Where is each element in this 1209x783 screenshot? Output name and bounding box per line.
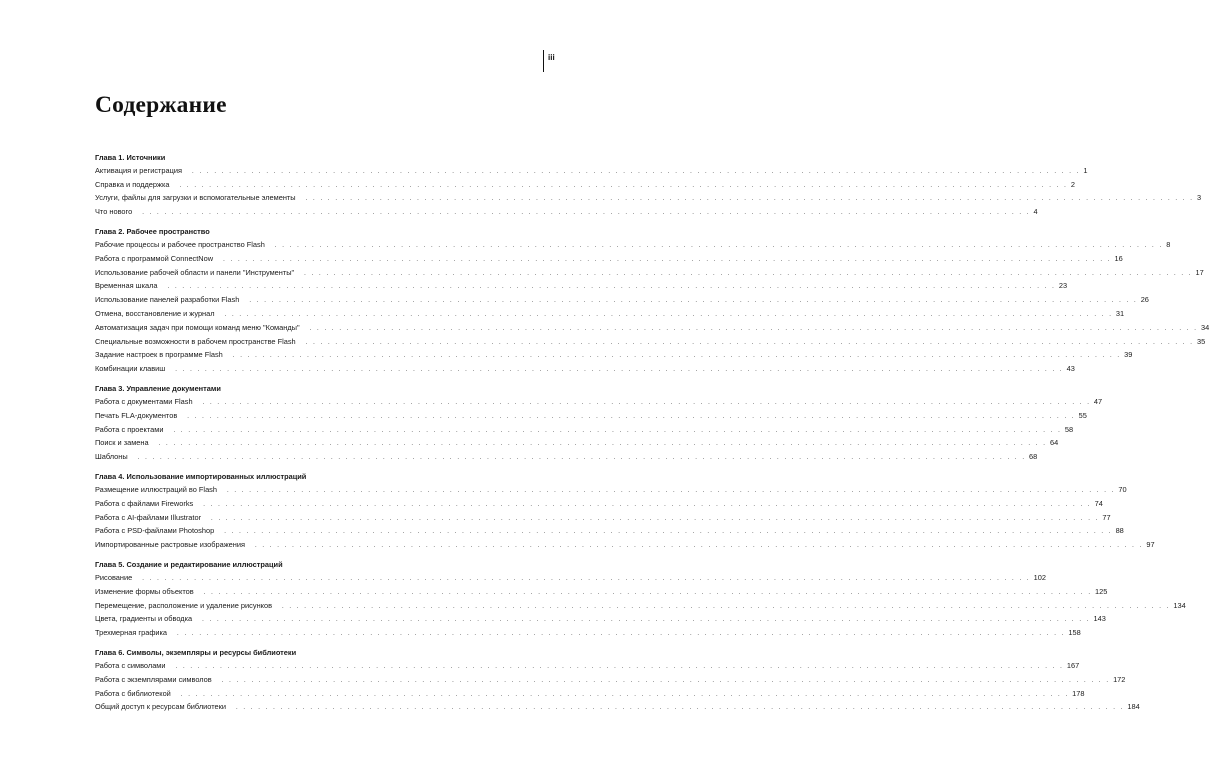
toc-entry[interactable] <box>95 267 1204 279</box>
toc-entry-page[interactable]: 125 <box>1095 586 1108 596</box>
toc-entry-page[interactable]: 35 <box>1197 336 1206 346</box>
toc-entry-label[interactable]: Работа с файлами Fireworks <box>95 498 194 508</box>
dot-leader: . . . . . . . . . . . . . . . . . . . . . . . . . . . . . . . . . . . . . . . . . . . . . . . . . . . . . . . . . . . . . . . . . . . . . . . . . . . . . . . . . . . . . . . . . . . . . . . . . . . . . . . . . . . . . . . . . . . . . . . . <box>224 311 1113 318</box>
dot-leader: . . . . . . . . . . . . . . . . . . . . . . . . . . . . . . . . . . . . . . . . . . . . . . . . . . . . . . . . . . . . . . . . . . . . . . . . . . . . . . . . . . . . . . . . . . . . . . . . . . . . . . . . . . . . . . . . . . . . . . . . <box>137 455 1027 462</box>
dot-leader: . . . . . . . . . . . . . . . . . . . . . . . . . . . . . . . . . . . . . . . . . . . . . . . . . . . . . . . . . . . . . . . . . . . . . . . . . . . . . . . . . . . . . . . . . . . . . . . . . . . . . . . . . . . . . . . . . . . . . . . . <box>232 353 1122 360</box>
dot-leader: . . . . . . . . . . . . . . . . . . . . . . . . . . . . . . . . . . . . . . . . . . . . . . . . . . . . . . . . . . . . . . . . . . . . . . . . . . . . . . . . . . . . . . . . . . . . . . . . . . . . . . . . . . . . . . . . . . . . . . . . <box>305 196 1194 203</box>
toc-entry-page[interactable]: 102 <box>1033 572 1046 582</box>
toc-entry-page[interactable]: 184 <box>1127 702 1140 712</box>
toc-entry-label[interactable]: Работа с символами <box>95 660 166 670</box>
chapter-section <box>95 471 1155 551</box>
toc-entry-page[interactable]: 178 <box>1072 688 1085 698</box>
toc-entry[interactable] <box>95 586 1108 598</box>
toc-entry[interactable] <box>95 280 1068 292</box>
table-of-contents <box>95 152 1209 721</box>
toc-entry-page[interactable]: 1 <box>1083 165 1088 175</box>
toc-entry-page[interactable]: 43 <box>1066 364 1075 374</box>
toc-entry[interactable] <box>95 688 1085 700</box>
chapter-title: Глава 1. Источники <box>95 153 166 162</box>
dot-leader: . . . . . . . . . . . . . . . . . . . . . . . . . . . . . . . . . . . . . . . . . . . . . . . . . . . . . . . . . . . . . . . . . . . . . . . . . . . . . . . . . . . . . . . . . . . . . . . . . . . . . . . . . . . . . . . . . . . . . . . . <box>202 617 1091 624</box>
dot-leader: . . . . . . . . . . . . . . . . . . . . . . . . . . . . . . . . . . . . . . . . . . . . . . . . . . . . . . . . . . . . . . . . . . . . . . . . . . . . . . . . . . . . . . . . . . . . . . . . . . . . . . . . . . . . . . . . . . . . . . . . <box>179 182 1068 189</box>
toc-entry-page[interactable]: 39 <box>1124 350 1133 360</box>
toc-entry[interactable] <box>95 239 1171 251</box>
toc-entry[interactable] <box>95 627 1081 639</box>
dot-leader: . . . . . . . . . . . . . . . . . . . . . . . . . . . . . . . . . . . . . . . . . . . . . . . . . . . . . . . . . . . . . . . . . . . . . . . . . . . . . . . . . . . . . . . . . . . . . . . . . . . . . . . . . . . . . . . . . . . . . . . . <box>180 691 1070 698</box>
toc-entry[interactable] <box>95 451 1038 463</box>
toc-entry-label[interactable]: Импортированные растровые изображения <box>95 540 245 550</box>
toc-entry-label[interactable]: Работа с проектами <box>95 424 164 434</box>
toc-entry-page[interactable]: 47 <box>1093 396 1103 406</box>
page-title: Содержание <box>95 92 227 118</box>
toc-entry-page[interactable]: 64 <box>1049 438 1059 448</box>
toc-entry-label[interactable]: Рисование <box>95 572 133 582</box>
toc-entry-label[interactable]: Работа с программой ConnectNow <box>95 253 214 263</box>
dot-leader: . . . . . . . . . . . . . . . . . . . . . . . . . . . . . . . . . . . . . . . . . . . . . . . . . . . . . . . . . . . . . . . . . . . . . . . . . . . . . . . . . . . . . . . . . . . . . . . . . . . . . . . . . . . . . . . . . . . . . . . . <box>223 256 1112 263</box>
toc-entry[interactable] <box>95 437 1059 449</box>
toc-entry-page[interactable]: 143 <box>1093 614 1106 624</box>
dot-leader: . . . . . . . . . . . . . . . . . . . . . . . . . . . . . . . . . . . . . . . . . . . . . . . . . . . . . . . . . . . . . . . . . . . . . . . . . . . . . . . . . . . . . . . . . . . . . . . . . . . . . . . . . . . . . . . . . . . . . . . . <box>304 270 1193 277</box>
dot-leader: . . . . . . . . . . . . . . . . . . . . . . . . . . . . . . . . . . . . . . . . . . . . . . . . . . . . . . . . . . . . . . . . . . . . . . . . . . . . . . . . . . . . . . . . . . . . . . . . . . . . . . . . . . . . . . . . . . . . . . . . <box>192 168 1081 175</box>
chapter-section <box>95 152 1202 218</box>
dot-leader: . . . . . . . . . . . . . . . . . . . . . . . . . . . . . . . . . . . . . . . . . . . . . . . . . . . . . . . . . . . . . . . . . . . . . . . . . . . . . . . . . . . . . . . . . . . . . . . . . . . . . . . . . . . . . . . . . . . . . . . . <box>254 543 1144 550</box>
dot-leader: . . . . . . . . . . . . . . . . . . . . . . . . . . . . . . . . . . . . . . . . . . . . . . . . . . . . . . . . . . . . . . . . . . . . . . . . . . . . . . . . . . . . . . . . . . . . . . . . . . . . . . . . . . . . . . . . . . . . . . . . <box>175 367 1064 374</box>
dot-leader: . . . . . . . . . . . . . . . . . . . . . . . . . . . . . . . . . . . . . . . . . . . . . . . . . . . . . . . . . . . . . . . . . . . . . . . . . . . . . . . . . . . . . . . . . . . . . . . . . . . . . . . . . . . . . . . . . . . . . . . . <box>187 413 1076 420</box>
toc-entry-page[interactable]: 4 <box>1033 207 1038 217</box>
header-rule <box>543 50 544 72</box>
toc-entry-page[interactable]: 3 <box>1196 193 1202 203</box>
toc-entry-label[interactable]: Услуги, файлы для загрузки и вспомогательные элементы <box>95 193 296 203</box>
chapter-title: Глава 6. Символы, экземпляры и ресурсы библиотеки <box>95 648 297 658</box>
toc-entry-label[interactable]: Шаблоны <box>95 452 128 462</box>
chapter-title: Глава 2. Рабочее пространство <box>95 227 210 237</box>
chapter-section <box>95 226 1209 375</box>
dot-leader: . . . . . . . . . . . . . . . . . . . . . . . . . . . . . . . . . . . . . . . . . . . . . . . . . . . . . . . . . . . . . . . . . . . . . . . . . . . . . . . . . . . . . . . . . . . . . . . . . . . . . . . . . . . . . . . . . . . . . . . . <box>211 515 1100 522</box>
dot-leader: . . . . . . . . . . . . . . . . . . . . . . . . . . . . . . . . . . . . . . . . . . . . . . . . . . . . . . . . . . . . . . . . . . . . . . . . . . . . . . . . . . . . . . . . . . . . . . . . . . . . . . . . . . . . . . . . . . . . . . . . <box>177 631 1066 638</box>
toc-entry[interactable] <box>95 349 1133 361</box>
toc-entry-label[interactable]: Что нового <box>95 207 133 217</box>
dot-leader: . . . . . . . . . . . . . . . . . . . . . . . . . . . . . . . . . . . . . . . . . . . . . . . . . . . . . . . . . . . . . . . . . . . . . . . . . . . . . . . . . . . . . . . . . . . . . . . . . . . . . . . . . . . . . . . . . . . . . . . . <box>167 284 1056 291</box>
toc-entry-label[interactable]: Использование рабочей области и панели "Инструменты" <box>95 267 295 277</box>
dot-leader: . . . . . . . . . . . . . . . . . . . . . . . . . . . . . . . . . . . . . . . . . . . . . . . . . . . . . . . . . . . . . . . . . . . . . . . . . . . . . . . . . . . . . . . . . . . . . . . . . . . . . . . . . . . . . . . . . . . . . . . . <box>142 575 1031 582</box>
toc-entry-page[interactable]: 70 <box>1118 484 1127 494</box>
toc-entry-label[interactable]: Задание настроек в программе Flash <box>95 350 223 360</box>
dot-leader: . . . . . . . . . . . . . . . . . . . . . . . . . . . . . . . . . . . . . . . . . . . . . . . . . . . . . . . . . . . . . . . . . . . . . . . . . . . . . . . . . . . . . . . . . . . . . . . . . . . . . . . . . . . . . . . . . . . . . . . . <box>173 427 1062 434</box>
toc-entry[interactable] <box>95 396 1103 408</box>
toc-entry-page[interactable]: 97 <box>1146 540 1155 550</box>
toc-entry[interactable] <box>95 410 1087 422</box>
toc-entry-page[interactable]: 31 <box>1115 308 1125 318</box>
toc-entry-page[interactable]: 17 <box>1195 267 1204 277</box>
toc-entry-label[interactable]: Размещение иллюстраций во Flash <box>95 484 217 494</box>
dot-leader: . . . . . . . . . . . . . . . . . . . . . . . . . . . . . . . . . . . . . . . . . . . . . . . . . . . . . . . . . . . . . . . . . . . . . . . . . . . . . . . . . . . . . . . . . . . . . . . . . . . . . . . . . . . . . . . . . . . . . . . . <box>305 339 1195 346</box>
dot-leader: . . . . . . . . . . . . . . . . . . . . . . . . . . . . . . . . . . . . . . . . . . . . . . . . . . . . . . . . . . . . . . . . . . . . . . . . . . . . . . . . . . . . . . . . . . . . . . . . . . . . . . . . . . . . . . . . . . . . . . . . <box>227 487 1116 494</box>
toc-entry[interactable] <box>95 525 1124 537</box>
toc-entry-page[interactable]: 8 <box>1166 239 1171 249</box>
toc-entry[interactable] <box>95 363 1075 375</box>
toc-entry-page[interactable]: 34 <box>1200 322 1209 332</box>
toc-entry-page[interactable]: 172 <box>1113 674 1126 684</box>
toc-entry-label[interactable]: Общий доступ к ресурсам библиотеки <box>95 702 226 712</box>
toc-entry-label[interactable]: Трехмерная графика <box>95 628 168 638</box>
toc-entry-label[interactable]: Справка и поддержка <box>95 179 170 189</box>
toc-entry-label[interactable]: Отмена, восстановление и журнал <box>95 308 215 318</box>
toc-entry[interactable] <box>95 192 1202 204</box>
toc-entry-label[interactable]: Рабочие процессы и рабочее пространство Flash <box>95 239 265 249</box>
toc-entry-label[interactable]: Активация и регистрация <box>95 165 183 175</box>
toc-entry-label[interactable]: Работа с AI-файлами Illustrator <box>95 512 202 522</box>
toc-entry-label[interactable]: Цвета, градиенты и обводка <box>95 614 193 624</box>
toc-entry-page[interactable]: 74 <box>1094 498 1103 508</box>
toc-entry[interactable] <box>95 572 1046 584</box>
chapter-section <box>95 647 1140 713</box>
toc-entry[interactable] <box>95 512 1111 524</box>
dot-leader: . . . . . . . . . . . . . . . . . . . . . . . . . . . . . . . . . . . . . . . . . . . . . . . . . . . . . . . . . . . . . . . . . . . . . . . . . . . . . . . . . . . . . . . . . . . . . . . . . . . . . . . . . . . . . . . . . . . . . . . . <box>221 677 1111 684</box>
dot-leader: . . . . . . . . . . . . . . . . . . . . . . . . . . . . . . . . . . . . . . . . . . . . . . . . . . . . . . . . . . . . . . . . . . . . . . . . . . . . . . . . . . . . . . . . . . . . . . . . . . . . . . . . . . . . . . . . . . . . . . . . <box>249 298 1138 305</box>
dot-leader: . . . . . . . . . . . . . . . . . . . . . . . . . . . . . . . . . . . . . . . . . . . . . . . . . . . . . . . . . . . . . . . . . . . . . . . . . . . . . . . . . . . . . . . . . . . . . . . . . . . . . . . . . . . . . . . . . . . . . . . . <box>274 242 1164 249</box>
toc-entry-page[interactable]: 2 <box>1070 179 1075 189</box>
dot-leader: . . . . . . . . . . . . . . . . . . . . . . . . . . . . . . . . . . . . . . . . . . . . . . . . . . . . . . . . . . . . . . . . . . . . . . . . . . . . . . . . . . . . . . . . . . . . . . . . . . . . . . . . . . . . . . . . . . . . . . . . <box>203 589 1093 596</box>
toc-entry[interactable] <box>95 308 1125 320</box>
chapter-title: Глава 4. Использование импортированных иллюстраций <box>95 472 307 482</box>
dot-leader: . . . . . . . . . . . . . . . . . . . . . . . . . . . . . . . . . . . . . . . . . . . . . . . . . . . . . . . . . . . . . . . . . . . . . . . . . . . . . . . . . . . . . . . . . . . . . . . . . . . . . . . . . . . . . . . . . . . . . . . . <box>202 399 1091 406</box>
toc-entry-label[interactable]: Работа с экземплярами символов <box>95 674 212 684</box>
toc-entry-page[interactable]: 134 <box>1173 600 1186 610</box>
toc-entry[interactable] <box>95 336 1206 348</box>
toc-entry[interactable] <box>95 206 1038 218</box>
toc-entry[interactable] <box>95 253 1123 265</box>
toc-entry-label[interactable]: Изменение формы объектов <box>95 586 194 596</box>
chapter-section <box>95 383 1103 463</box>
dot-leader: . . . . . . . . . . . . . . . . . . . . . . . . . . . . . . . . . . . . . . . . . . . . . . . . . . . . . . . . . . . . . . . . . . . . . . . . . . . . . . . . . . . . . . . . . . . . . . . . . . . . . . . . . . . . . . . . . . . . . . . . <box>142 210 1031 217</box>
toc-entry-page[interactable]: 55 <box>1078 410 1087 420</box>
toc-entry-label[interactable]: Поиск и замена <box>95 438 149 448</box>
page-number: iii <box>548 53 555 62</box>
toc-entry-label[interactable]: Комбинации клавиш <box>95 364 166 374</box>
dot-leader: . . . . . . . . . . . . . . . . . . . . . . . . . . . . . . . . . . . . . . . . . . . . . . . . . . . . . . . . . . . . . . . . . . . . . . . . . . . . . . . . . . . . . . . . . . . . . . . . . . . . . . . . . . . . . . . . . . . . . . . . <box>203 501 1092 508</box>
toc-entry-label[interactable]: Печать FLA-документов <box>95 410 178 420</box>
dot-leader: . . . . . . . . . . . . . . . . . . . . . . . . . . . . . . . . . . . . . . . . . . . . . . . . . . . . . . . . . . . . . . . . . . . . . . . . . . . . . . . . . . . . . . . . . . . . . . . . . . . . . . . . . . . . . . . . . . . . . . . . <box>282 603 1171 610</box>
toc-entry[interactable] <box>95 179 1075 191</box>
dot-leader: . . . . . . . . . . . . . . . . . . . . . . . . . . . . . . . . . . . . . . . . . . . . . . . . . . . . . . . . . . . . . . . . . . . . . . . . . . . . . . . . . . . . . . . . . . . . . . . . . . . . . . . . . . . . . . . . . . . . . . . . <box>224 529 1113 536</box>
dot-leader: . . . . . . . . . . . . . . . . . . . . . . . . . . . . . . . . . . . . . . . . . . . . . . . . . . . . . . . . . . . . . . . . . . . . . . . . . . . . . . . . . . . . . . . . . . . . . . . . . . . . . . . . . . . . . . . . . . . . . . . . <box>175 663 1064 670</box>
toc-entry-page[interactable]: 77 <box>1102 512 1111 522</box>
dot-leader: . . . . . . . . . . . . . . . . . . . . . . . . . . . . . . . . . . . . . . . . . . . . . . . . . . . . . . . . . . . . . . . . . . . . . . . . . . . . . . . . . . . . . . . . . . . . . . . . . . . . . . . . . . . . . . . . . . . . . . . . <box>158 441 1047 448</box>
toc-entry[interactable] <box>95 701 1140 713</box>
toc-entry[interactable] <box>95 424 1074 436</box>
toc-entry-label[interactable]: Временная шкала <box>95 281 158 291</box>
toc-entry[interactable] <box>95 498 1103 510</box>
toc-entry[interactable] <box>95 165 1088 177</box>
toc-entry-label[interactable]: Работа с документами Flash <box>95 396 193 406</box>
toc-entry[interactable] <box>95 322 1209 334</box>
toc-entry[interactable] <box>95 660 1080 672</box>
toc-entry-page[interactable]: 23 <box>1058 281 1068 291</box>
toc-entry[interactable] <box>95 294 1149 306</box>
toc-entry[interactable] <box>95 613 1106 625</box>
toc-entry-page[interactable]: 26 <box>1140 295 1149 305</box>
toc-entry-label[interactable]: Работа с библиотекой <box>95 688 171 698</box>
toc-entry-page[interactable]: 68 <box>1029 452 1038 462</box>
toc-entry-label[interactable]: Специальные возможности в рабочем пространстве Flash <box>95 336 296 346</box>
toc-entry[interactable] <box>95 600 1186 612</box>
chapter-section <box>95 559 1186 639</box>
toc-entry-label[interactable]: Работа с PSD-файлами Photoshop <box>95 526 215 536</box>
dot-leader: . . . . . . . . . . . . . . . . . . . . . . . . . . . . . . . . . . . . . . . . . . . . . . . . . . . . . . . . . . . . . . . . . . . . . . . . . . . . . . . . . . . . . . . . . . . . . . . . . . . . . . . . . . . . . . . . . . . . . . . . <box>309 325 1198 332</box>
toc-entry-label[interactable]: Автоматизация задач при помощи команд меню "Команды" <box>95 322 300 332</box>
toc-entry-page[interactable]: 16 <box>1114 253 1123 263</box>
toc-entry[interactable] <box>95 484 1127 496</box>
toc-entry-page[interactable]: 167 <box>1066 660 1080 670</box>
chapter-title: Глава 5. Создание и редактирование иллюстраций <box>95 560 283 570</box>
toc-entry-label[interactable]: Использование панелей разработки Flash <box>95 295 240 305</box>
toc-entry[interactable] <box>95 539 1155 551</box>
toc-entry[interactable] <box>95 674 1126 686</box>
toc-entry-page[interactable]: 158 <box>1068 628 1081 638</box>
chapter-title: Глава 3. Управление документами <box>95 384 221 394</box>
toc-entry-page[interactable]: 88 <box>1115 526 1124 536</box>
toc-entry-page[interactable]: 58 <box>1064 424 1074 434</box>
toc-entry-label[interactable]: Перемещение, расположение и удаление рисунков <box>95 600 272 610</box>
dot-leader: . . . . . . . . . . . . . . . . . . . . . . . . . . . . . . . . . . . . . . . . . . . . . . . . . . . . . . . . . . . . . . . . . . . . . . . . . . . . . . . . . . . . . . . . . . . . . . . . . . . . . . . . . . . . . . . . . . . . . . . . <box>236 705 1125 712</box>
